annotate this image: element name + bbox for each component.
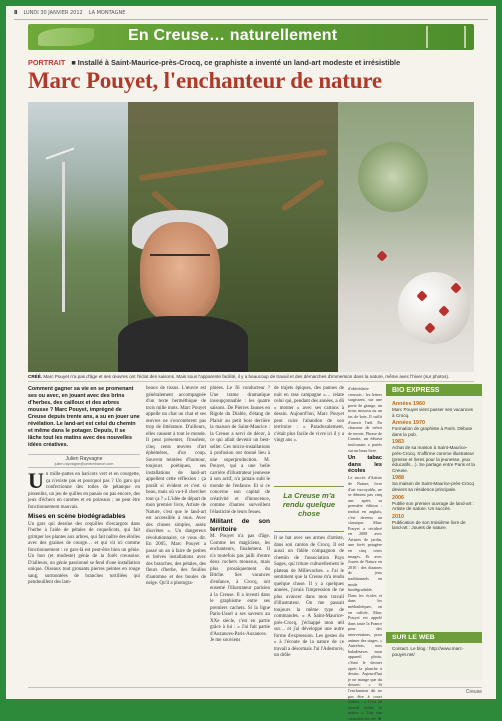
wind-turbine-blade	[45, 147, 80, 176]
caption-text: Marc Pouyet n'a pas d'âge et ses œuvres ont l'éclat des saisons. Mais sous l'apparente facilité, il y a beaucoup de travail et des démarches d'immersion dans la nature, même avec l'hiver (sur photos).	[43, 374, 450, 379]
bio-text: Formation de graphiste à Paris. Débute dans la pub.	[392, 426, 473, 437]
kicker-text: ■ Installé à Saint-Maurice-près-Crocq, ce graphiste a inventé un land-art modeste et irrésistible	[71, 58, 401, 67]
grass-graphic	[426, 26, 466, 48]
bio-year: Années 1970	[392, 420, 425, 427]
article-column-4-top	[274, 386, 344, 482]
bio-express-header	[386, 384, 482, 396]
bio-year: Années 1960	[392, 401, 425, 407]
web-box-title: SUR LE WEB	[392, 634, 435, 641]
subhead-militant: Militant de son territoire	[210, 518, 270, 533]
col4-body2: Il se bat avec ses armes d'artiste, dans son canton de Crocq. Il est aussi un fidèle compagnon de chemin de l'association Pays Sages, qui triture culturellement le plateau de Millevaches. « J'ai le sentiment que la Creuse m'a rendu quelque chose. Il y a quelques années, j'avais l'impression de ne plus avancer dans mon travail d'illustrateur. On me passait toujours la même type de commandes. « A Saint-Maurice-près-Crocq, j'échappé mon œil sur… et j'ai développé une autre forme d'expression. Les gestes du » à l'écoute de la nature de ce travail a désormais J'ai l'Adestorre, un drôle	[274, 536, 344, 658]
bio-text: Publication de son troisième livre de land-art : Jouets de nature.	[392, 519, 466, 531]
bio-text: Achat de sa maison à Saint-Maurice-près-Crocq. S'affirme comme illustrateur (presse et livres pour la jeunesse, jeux éducatifs…). Se partage entre Paris et la Creuse.	[392, 445, 475, 473]
article-column-2	[146, 386, 206, 682]
subhead-mises-en-scene: Mises en scène biodégradables	[28, 513, 126, 520]
article-column-1	[28, 468, 140, 682]
pull-quote-text: La Creuse m'a rendu quelque chose	[282, 491, 336, 518]
article-column-5	[348, 386, 382, 721]
article-kicker	[28, 58, 474, 67]
branch-arch	[139, 149, 328, 181]
article-column-4-bottom	[274, 536, 344, 682]
footer-region: Creuse	[465, 689, 482, 695]
photo-caption	[28, 374, 474, 382]
article-column-3	[210, 386, 270, 682]
section-band	[28, 24, 474, 50]
photo-land-art-winter	[28, 102, 128, 372]
article-headline: Marc Pouyet, l'enchanteur de nature	[28, 68, 382, 93]
col3-body: M. Pouyet n'a pas d'âge. Comme les magiciens, les enchanteurs, finalement. Il n'a toutefois pas jailli d'entre deux rochers moussus, mais plus prosaïquement du Bitche. Ses vacances d'enfance, à Crocq, ont ensemé l'illustrateur parisien à la Creuse. Il a investi dans le graphisme entre ses premiers cachets. Si la ligne Paris-Ussel a ses saveurs au XXe siècle, c'est en partie grâce à lui : « J'ai fait partie d'Auzances-Paris-Auzances. Je me souviens	[210, 534, 270, 643]
col3-intro: phiées. Le fil conducteur ? Une trame dramatique insoupçonnable : les quatre saisons. De Pierres Jaunes en Rigole du Diable, d'étang de Plaisir au petit bois derrière la maison de Saint-Maurice : la Creuse a servi de décor, à ce qui allait devenir un best-seller. Ces micro-installations à profusion ont donné lieu à une superproduction. M. Pouyet, qui a une belle carrière d'illustrateur jeunesse à son actif, n'a jamais subi le monde de l'enfance. Et si ce concerne son capital de créativité et d'innocence, comme d'autres surveillent l'élasticité de leurs fesses.	[210, 386, 270, 515]
col5-body: d'abécédaire creusois : les lettres surgissent, sur une porte de grange, un tronc moussu ou un tas de bois. Il suffit d'ouvrir l'œil. En chasseur de trésor de terroir, Phrase de Carotte, un éditeur toulousain a pariés sur un beau livre.	[348, 386, 382, 453]
section-title: En Creuse… naturellement	[128, 27, 338, 44]
web-box-header	[386, 632, 482, 643]
subhead-tabac: Un tabac dans les écoles	[348, 455, 382, 474]
bio-year: 1983	[392, 439, 404, 446]
paper-name: LA MONTAGNE	[88, 10, 126, 16]
page-date: LUNDI 30 JANVIER 2012	[23, 10, 83, 16]
page-header	[14, 10, 488, 20]
col1-intro: n mille-pattes en haricots vert et en courgette, ça n'existe pas et pourquoi pas ? Un gars qui confectionne des toiles de pétanque en pissenlits, un jeu de quilles en panais ou pas encore, des jeux d'échecs en carottes et en poireaux ; ne peut être fonctionnement mauvais.	[28, 472, 140, 510]
kicker-tag: PORTRAIT	[28, 58, 66, 67]
bio-express-title: BIO EXPRESS	[392, 386, 440, 394]
byline	[28, 454, 140, 468]
portrait-shirt	[118, 316, 248, 372]
wind-turbine-pole	[62, 162, 65, 312]
wind-turbine-graphic	[38, 28, 94, 46]
bio-text: Publie son premier ouvrage de land-art : Artiste de nature. Un succès.	[392, 500, 474, 512]
web-box-text: Contact. Le blog : http://www.marc-pouyet.net/	[392, 646, 464, 657]
page-footer	[28, 687, 482, 695]
bio-text: Marc Pouyet vient passer ses vacances à Crocq.	[392, 407, 473, 418]
byline-name: Julien Rayvagne	[65, 456, 103, 462]
col2-body: beaux de tissus. L'œuvre est généralement accompagnée d'un texte herméthique de trois mille mots. Marc Pouyet appelle un chat un chat et ses œuvres ne s'encombrent pas trop de littérature. D'ailleurs, elles causent à tout le monde. Il peut présenter, l'insolent, cinq cents œuvres d'art éphémères, d'un coup. Souvent teintées d'humour, toujours poétiques, ses installations de land-art appellent cette réflexion : ça paraît si évident et c'est si beau, mais où va-t-il chercher tout ça ? « L'idée de départ de mon premier livre, Artiste de Nature, c'est que le land-art est accessible à tous. Avec des choses simples, assez discrètes ». Un dangereux révolutionnaire, ce vous dit. En 2005, Marc Pouyet a passé un an à faire de petites et brèves installations avec des branches, des pétales, des fleurs d'herbe, des feuilles d'automne et des boules de neige. Qu'il a photogra-	[146, 386, 206, 586]
pull-quote	[274, 486, 344, 532]
bio-year: 1988	[392, 475, 404, 482]
article-lede: Comment gagner sa vie en se promenant ses ou avec, en jouant avec des brins d'herbes, des cailloux et des arbres mousse ? Marc Pouyet, imprégné de Creuse depuis trente ans, a su en jouer une révélation. Le land-art est celui du chemin et même dans le potager. Depuis, il se lâche tout les matins avec des nouvelles idées créatives.	[28, 386, 140, 448]
drop-cap: U	[28, 468, 44, 493]
portrait-glasses	[150, 254, 210, 268]
article-photo-collage	[28, 102, 474, 372]
col4-body: de trajets épiques, des pannes de nuit en rase campagne »… relate celui qui, pendant des années, a dû « monter » avec ses cartons à dessin. Aujourd'hui, Marc Pouyet peut cuire l'abandon de son territoire : « Paradoxalement, c'était plus facile de vivre ici il y a vingt ans ».	[274, 386, 344, 443]
col5-body2: Le succès d'Artiste de Nature, livre d'art incroyable, ne se dément pas cinq ans après sa première édition : traduit en anglais, c'est devenu un classique. Marc Pouyet a récidivé en 2008 avec Artistes de jardin, une forêt potagère en cinq cents images. Et avec Jouets de Nature en 2010 : des dizaines de jeux traditionnels en mode biodégradable. Dans les écoles et dans les médiathèques, on en raffole. Marc Pouyet est appelé dans toute la France pour des interventions, pour animer des stages. « Autrefois, mes baladesavec mon appareil photo, c'était le dessert après la planche à dessin. Aujourd'hui je ne mange que du dessert. » Si l'enchanteur dit ne pas être à court d'idées : « C'est un monde infini, la nature ». Une star creusoise est née. ■	[348, 475, 382, 721]
page-number: 8	[14, 10, 18, 16]
caption-label: CRÉÉ.	[28, 374, 43, 379]
byline-email: julien.rayvagne@centrefrance.com	[54, 462, 114, 466]
bio-text: Sa maison de Saint-Maurice-près-Crocq devient sa résidence principale.	[392, 481, 474, 492]
bio-year: 2010	[392, 513, 404, 520]
branch	[281, 178, 325, 212]
col1-body: Un gars qui dessine des coquilles d'escargots dans l'herbe à l'aide de pétales de coquelicots, qui fait grimper les plantes aux arbres, qui fait naître des étoiles avec des graines de courge… et qui vit ici comme fonctionnement : ce gars-là est peut-être bien un génie. Un bon (et modeste) génie de la forêt creusoise. D'ailleurs, un génie passionné se fend d'une installation unique. Oiseaux tout gronants pierres peintes en rouge sang, surmontées de branches tortillées qui pendouillent des lam-	[28, 521, 140, 585]
aloe-plant	[358, 142, 428, 212]
leaf-sphere	[398, 272, 470, 344]
newspaper-page	[6, 6, 496, 721]
portrait-face	[140, 222, 220, 322]
bio-year: 2006	[392, 494, 404, 501]
bio-express-list	[386, 396, 482, 534]
